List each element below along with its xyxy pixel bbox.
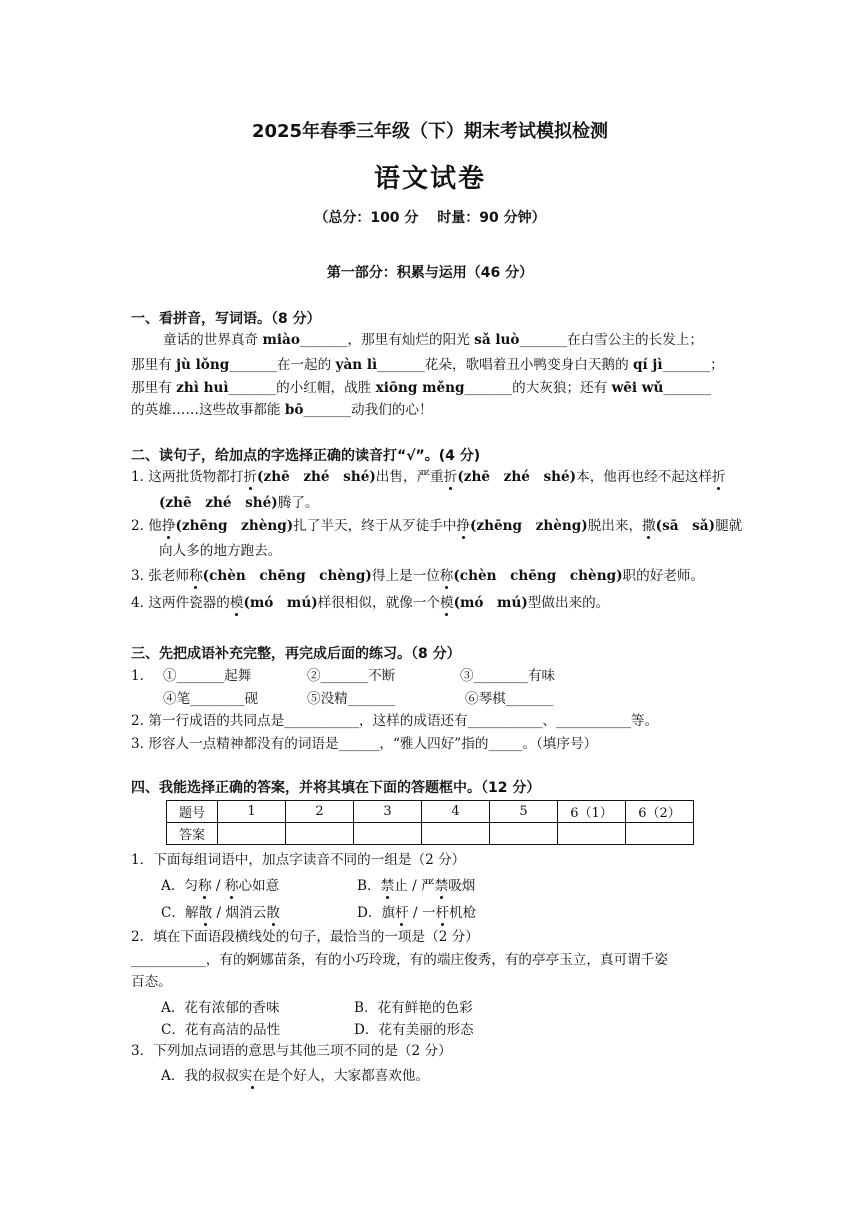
text: 得上是一位 [371, 568, 440, 584]
text: 扎了半天，终于从歹徒手中 [293, 518, 457, 534]
pinyin: miào [262, 332, 300, 348]
text: 是个好人，大家都喜欢他。 [265, 1068, 430, 1084]
dotted-char: 折 [443, 469, 458, 485]
text: 机枪 [449, 905, 477, 921]
pinyin-options: (zhēng zhèng) [469, 518, 588, 534]
dotted-char: 挣 [161, 518, 176, 534]
dotted-char: 杆 [435, 905, 450, 921]
pinyin: qí jì [633, 357, 663, 373]
dotted-char: 称 [224, 878, 239, 894]
q2-heading: 二、读句子，给加点的字选择正确的读音打“√”。(4 分) [131, 448, 481, 464]
text: / [211, 878, 225, 894]
text: 止 / 严 [394, 878, 435, 894]
dotted-char: 杆 [395, 905, 409, 921]
pinyin-options: (chèn chēng chèng) [453, 568, 623, 584]
pinyin-options: (zhē zhé shé) [257, 469, 376, 485]
text: 本，他再也经不起这样 [576, 469, 713, 485]
dotted-char: 折 [243, 469, 258, 485]
answer-cell[interactable] [490, 823, 558, 845]
answer-table [166, 800, 694, 845]
q4-sub2-text: ___________，有的婀娜苗条，有的小巧玲珑，有的端庄俊秀，有的亭亭玉立，真可谓千姿 [131, 952, 668, 968]
table-cell: 2 [286, 801, 354, 823]
text: 1. 这两批货物都打 [131, 469, 244, 485]
table-cell: 1 [218, 801, 286, 823]
q4-sub1-option-d [357, 901, 476, 921]
q3-sentence3: 3. 形容人一点精神都没有的词语是______，“雅人四好”指的_____。（填序号） [131, 736, 598, 752]
q4-sub2-text-cont: 百态。 [131, 974, 172, 990]
text: D．旗 [357, 905, 396, 921]
table-cell: 题号 [167, 801, 218, 823]
q3-idiom-6: ⑥琴棋_______ [465, 691, 554, 707]
dotted-char: 禁 [434, 878, 449, 894]
dotted-char: 散 [198, 905, 213, 921]
table-cell: 答案 [167, 823, 218, 845]
table-cell: 6（2） [626, 801, 694, 823]
q3-idiom-2: ②_______不断 [307, 668, 396, 684]
text: _______，那里有灿烂的阳光 [299, 332, 475, 348]
q3-idiom-1: ①_______起舞 [163, 668, 252, 684]
pinyin-options: (mó mú) [453, 595, 528, 611]
table-cell: 4 [422, 801, 490, 823]
text: _______在一起的 [229, 357, 336, 373]
text: 出售，严重 [375, 469, 444, 485]
text: 吸烟 [448, 878, 476, 894]
table-row [167, 823, 694, 845]
pinyin: jù lǒng [176, 357, 230, 373]
answer-cell[interactable] [422, 823, 490, 845]
text: 脱出来， [587, 518, 643, 534]
table-cell: 5 [490, 801, 558, 823]
text: C．解 [161, 905, 199, 921]
text: 腿就 [715, 518, 743, 534]
text: _______动我们的心！ [303, 402, 433, 418]
answer-cell[interactable] [354, 823, 422, 845]
text: 心如意 [238, 878, 280, 894]
answer-cell[interactable] [558, 823, 626, 845]
text: 型做出来的。 [527, 595, 610, 611]
q1-line4 [131, 400, 433, 420]
q1-heading: 一、看拼音，写词语。（8 分） [131, 311, 321, 327]
text: _______ [663, 380, 711, 396]
q1-line2 [131, 355, 724, 375]
pinyin-options: (zhē zhé shé) [457, 469, 577, 485]
text: _______的大灰狼；还有 [464, 380, 612, 396]
dotted-char: 挣 [456, 518, 470, 534]
q4-sub1-option-a [161, 874, 279, 894]
table-row [167, 801, 694, 823]
q4-sub3: 3．下列加点词语的意思与其他三项不同的是（2 分） [131, 1043, 452, 1059]
q4-sub1-option-b [357, 874, 475, 894]
pinyin-options: (zhē zhé shé) [159, 495, 278, 511]
dotted-char: 折 [712, 469, 726, 485]
text: 2. 他 [131, 518, 162, 534]
q4-sub2-option-a: A．花有浓郁的香味 [161, 1000, 280, 1016]
q3-sentence2: 2. 第一行成语的共同点是___________，这样的成语还有___________、___________等。 [131, 713, 659, 729]
pinyin-options: (zhēng zhèng) [175, 518, 294, 534]
dotted-char: 撒 [642, 518, 656, 534]
text: A．我的叔叔 [161, 1068, 239, 1084]
q3-heading: 三、先把成语补充完整，再完成后面的练习。（8 分） [131, 646, 461, 662]
text: _______在白雪公主的长发上； [519, 332, 703, 348]
text: _______花朵，歌唱着丑小鸭变身白天鹅的 [377, 357, 634, 373]
text: / 一 [408, 905, 436, 921]
text: 的英雄……这些故事都能 [131, 402, 285, 418]
pinyin-options: (mó mú) [243, 595, 318, 611]
pinyin: sǎ luò [474, 332, 520, 348]
dotted-char: 禁 [380, 878, 395, 894]
text: A．匀 [161, 878, 199, 894]
dotted-char: 称 [439, 568, 454, 584]
q1-line3 [131, 378, 711, 398]
dotted-char: 散 [266, 905, 280, 921]
dotted-char: 称 [198, 878, 212, 894]
q3-row1-num: 1. [131, 668, 144, 684]
answer-cell[interactable] [218, 823, 286, 845]
q4-sub2-option-b: B．花有鲜艳的色彩 [354, 1000, 473, 1016]
table-cell: 6（1） [558, 801, 626, 823]
q4-heading: 四、我能选择正确的答案，并将其填在下面的答题框中。（12 分） [131, 780, 541, 796]
q4-sub2: 2．填在下面语段横线处的句子，最恰当的一项是（2 分） [131, 929, 479, 945]
q2-sentence2 [131, 516, 742, 536]
text: / 烟消云 [212, 905, 267, 921]
pinyin: bō [284, 402, 304, 418]
text: _______的小红帽，战胜 [228, 380, 376, 396]
exam-title: 2025年春季三年级（下）期末考试模拟检测 [251, 121, 609, 142]
q2-sentence2-cont: 向人多的地方跑去。 [159, 543, 282, 559]
exam-meta: （总分：100 分 时量：90 分钟） [314, 210, 546, 226]
q4-sub2-option-d: D．花有美丽的形态 [354, 1022, 474, 1038]
q3-idiom-3: ③________有味 [460, 668, 556, 684]
text: _______； [662, 357, 724, 373]
dotted-char: 模 [439, 595, 454, 611]
text: 腾了。 [277, 495, 319, 511]
q1-line1 [163, 330, 703, 350]
answer-cell[interactable] [626, 823, 694, 845]
dotted-word: 实在 [238, 1068, 266, 1084]
q3-idiom-4: ④笔________砚 [163, 691, 259, 707]
part1-title: 第一部分：积累与运用（46 分） [326, 265, 534, 281]
text: 职的好老师。 [622, 568, 705, 584]
text: 童话的世界真奇 [163, 332, 263, 348]
pinyin: yàn lì [335, 357, 378, 373]
dotted-char: 模 [229, 595, 244, 611]
q3-idiom-5: ⑤没精_______ [307, 691, 396, 707]
text: B． [357, 878, 381, 894]
pinyin-options: (chèn chēng chèng) [202, 568, 372, 584]
pinyin-options: (sā sǎ) [655, 518, 716, 534]
text: 那里有 [131, 357, 177, 373]
q2-sentence4 [131, 593, 609, 613]
q2-sentence1-cont [159, 493, 319, 513]
text: 样很相似，就像一个 [317, 595, 440, 611]
q4-sub2-option-c: C．花有高洁的品性 [161, 1022, 281, 1038]
pinyin: xiōng měng [375, 380, 465, 396]
subject-title: 语文试卷 [373, 164, 486, 194]
text: 那里有 [131, 380, 177, 396]
text: 3. 张老师 [131, 568, 190, 584]
q4-sub3-option-a [161, 1064, 429, 1084]
text: 4. 这两件瓷器的 [131, 595, 230, 611]
q4-sub1: 1．下面每组词语中，加点字读音不同的一组是（2 分） [131, 852, 466, 868]
q2-sentence3 [131, 566, 704, 586]
dotted-char: 称 [189, 568, 203, 584]
pinyin: wēi wǔ [611, 380, 664, 396]
answer-cell[interactable] [286, 823, 354, 845]
q4-sub1-option-c [161, 901, 280, 921]
q2-sentence1 [131, 467, 726, 487]
table-cell: 3 [354, 801, 422, 823]
pinyin: zhì huì [176, 380, 229, 396]
